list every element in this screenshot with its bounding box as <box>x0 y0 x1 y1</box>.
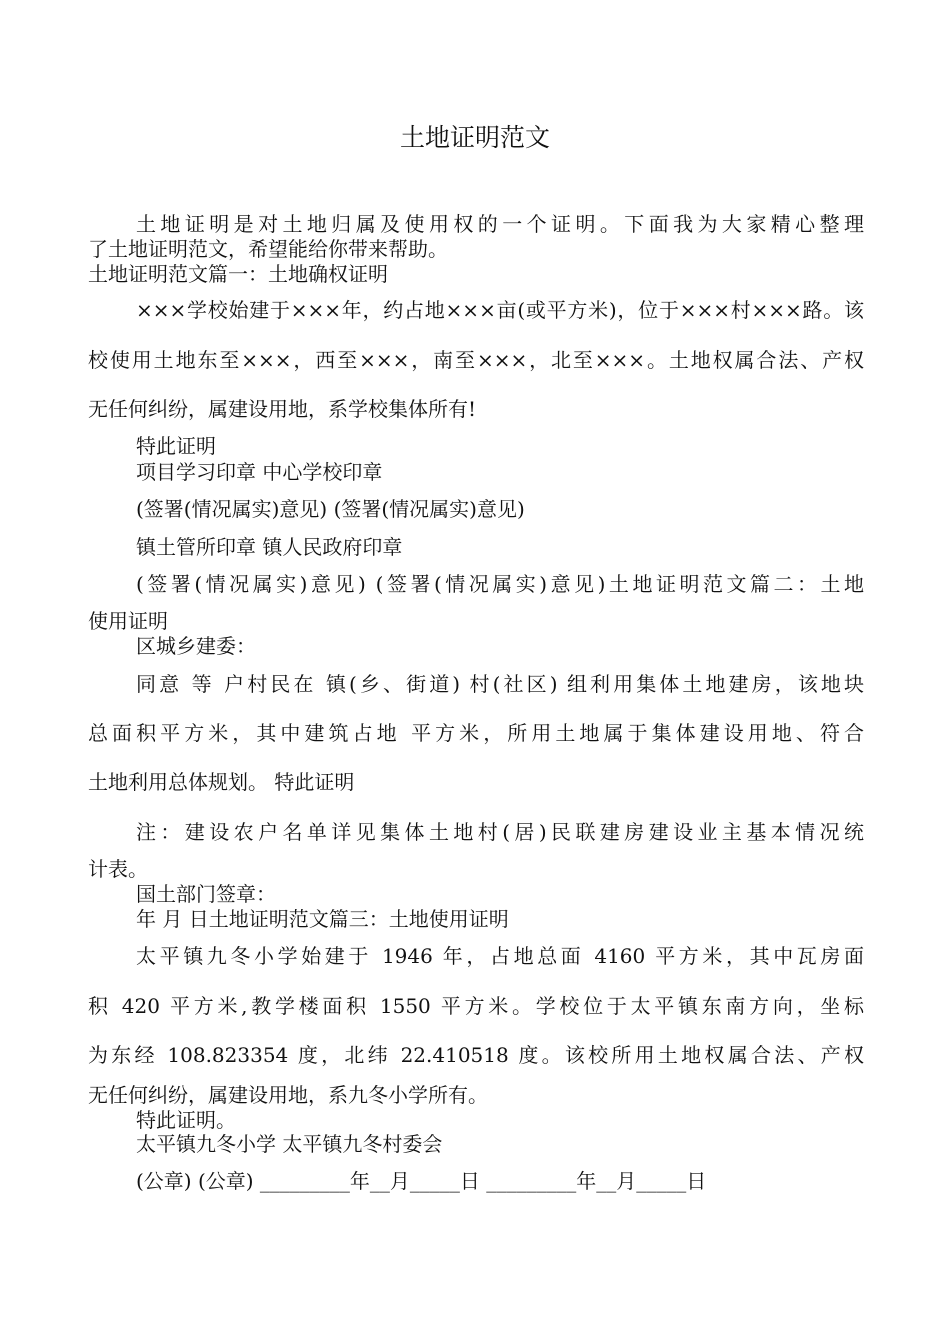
paragraph-line: 项目学习印章 中心学校印章 <box>136 460 383 484</box>
paragraph-line: ×××学校始建于×××年，约占地×××亩(或平方米)，位于×××村×××路。该 <box>136 298 864 322</box>
paragraph-line: 同意 等 户村民在 镇(乡、街道) 村(社区) 组利用集体土地建房，该地块 <box>136 672 864 696</box>
paragraph-line: 为东经 108.823354 度，北纬 22.410518 度。该校所用土地权属合法、产权 <box>88 1043 864 1067</box>
paragraph-line: 积 420 平方米,教学楼面积 1550 平方米。学校位于太平镇东南方向，坐标 <box>88 994 864 1018</box>
paragraph-line: 太平镇九冬小学 太平镇九冬村委会 <box>136 1132 443 1156</box>
paragraph-line: 特此证明 <box>136 434 216 458</box>
signature-date-line: (公章) (公章) _________年__月_____日 _________年__月_____日 <box>136 1169 707 1193</box>
paragraph-line: 土地利用总体规划。 特此证明 <box>88 770 355 794</box>
paragraph-line: 无任何纠纷，属建设用地，系学校集体所有! <box>88 397 477 421</box>
paragraph-line: 了土地证明范文，希望能给你带来帮助。 <box>88 237 448 261</box>
paragraph-line: 总面积平方米，其中建筑占地 平方米，所用土地属于集体建设用地、符合 <box>88 721 864 745</box>
paragraph-line: 镇土管所印章 镇人民政府印章 <box>136 535 403 559</box>
paragraph-line: 区城乡建委： <box>136 634 256 658</box>
paragraph-line: 无任何纠纷，属建设用地，系九冬小学所有。 <box>88 1083 488 1107</box>
paragraph-line: 太平镇九冬小学始建于 1946 年，占地总面 4160 平方米，其中瓦房面 <box>136 944 864 968</box>
paragraph-line: 校使用土地东至×××，西至×××，南至×××，北至×××。土地权属合法、产权 <box>88 348 864 372</box>
section-heading: 土地证明范文篇一：土地确权证明 <box>88 262 388 286</box>
paragraph-line: 特此证明。 <box>136 1108 236 1132</box>
paragraph-line: 土地证明是对土地归属及使用权的一个证明。下面我为大家精心整理 <box>136 212 864 236</box>
paragraph-line: 注：建设农户名单详见集体土地村(居)民联建房建设业主基本情况统 <box>136 820 864 844</box>
section-heading: 使用证明 <box>88 609 168 633</box>
document-title: 土地证明范文 <box>399 123 550 152</box>
paragraph-line: 国土部门签章： <box>136 882 276 906</box>
section-heading: 年 月 日土地证明范文篇三：土地使用证明 <box>136 907 509 931</box>
paragraph-line: (签署(情况属实)意见) (签署(情况属实)意见) <box>136 497 525 521</box>
paragraph-line: (签署(情况属实)意见) (签署(情况属实)意见)土地证明范文篇二：土地 <box>136 572 864 596</box>
paragraph-line: 计表。 <box>88 857 148 881</box>
